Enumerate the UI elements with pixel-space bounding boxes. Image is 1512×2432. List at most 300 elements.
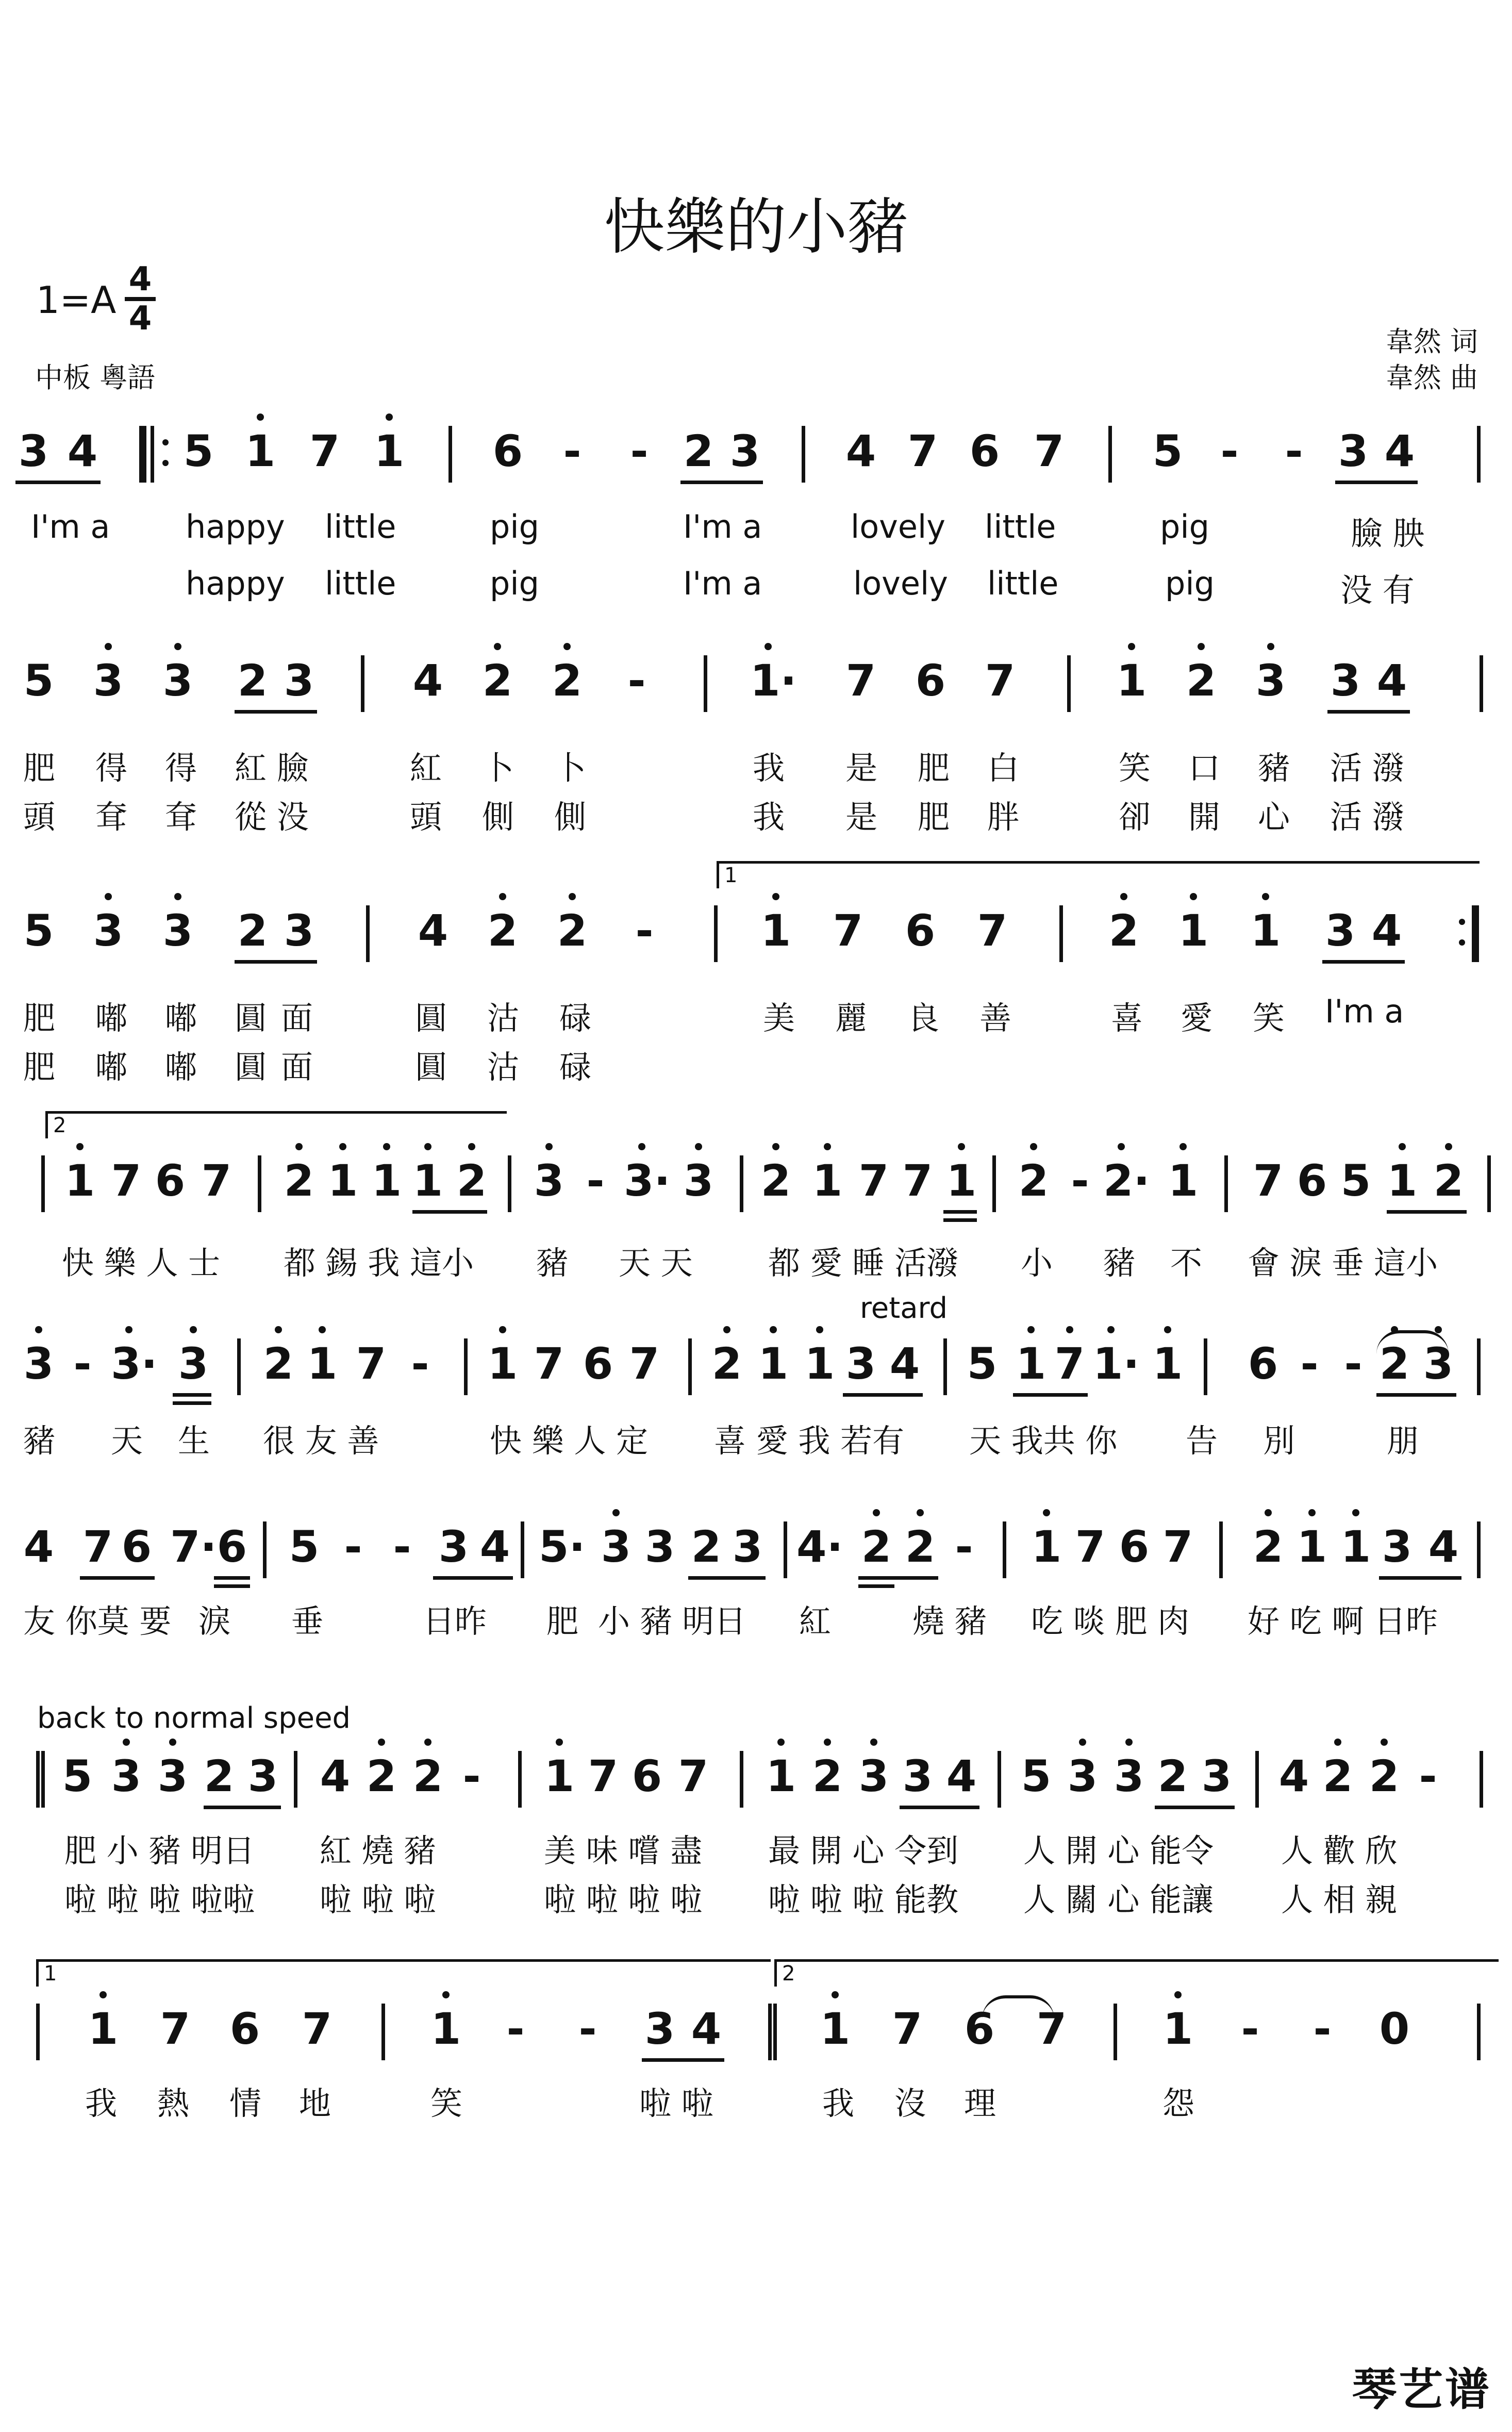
high-octave-dot: [1265, 1509, 1272, 1516]
note: 4: [889, 1338, 920, 1389]
high-octave-dot: [378, 1739, 385, 1746]
lyric-verse-1: 肥: [23, 999, 56, 1037]
lyric-verse-1: 小: [1021, 1244, 1053, 1282]
high-octave-dot: [695, 1143, 702, 1150]
note: 1: [410, 1152, 446, 1209]
beam-underline: [843, 1393, 923, 1397]
bar-line: [802, 426, 805, 483]
high-octave-dot: [772, 1143, 779, 1150]
lyric-verse-2: 嘟: [95, 1048, 128, 1086]
note: 3·: [624, 1152, 660, 1209]
bar-line: [1255, 1751, 1259, 1808]
note: 3: [1065, 1748, 1101, 1805]
high-octave-dot: [99, 1991, 107, 1998]
lyric-verse-1: 日昨: [423, 1602, 487, 1640]
note: 3: [438, 1521, 469, 1572]
score-title: 快樂的小豬: [604, 191, 908, 262]
lyric-verse-1: 熱: [157, 2084, 190, 2122]
high-octave-dot: [383, 1143, 390, 1150]
note: 4: [479, 1521, 510, 1572]
high-octave-dot: [257, 413, 264, 421]
note: 3: [644, 2004, 675, 2054]
note: 6: [1297, 1155, 1327, 1206]
bar-line: [1224, 1155, 1228, 1212]
lyric-verse-1: 情: [229, 2084, 262, 2122]
note: 7: [1052, 1335, 1088, 1392]
note: 6: [964, 2004, 995, 2054]
note: 7: [588, 1751, 619, 1801]
lyric-verse-2: 人 相 親: [1281, 1881, 1398, 1918]
note: 4: [23, 1521, 54, 1572]
note: -: [563, 426, 581, 476]
lyric-verse-1: 告: [1186, 1422, 1218, 1460]
lyric-verse-1: 啦 啦: [639, 2084, 713, 2122]
note: 7·: [170, 1521, 217, 1572]
note: 3: [1382, 1521, 1413, 1572]
high-octave-dot: [1066, 1326, 1073, 1333]
high-octave-dot: [1120, 893, 1127, 900]
note: 1: [1160, 2000, 1196, 2057]
bar-line: [366, 905, 370, 962]
note: 1: [758, 902, 794, 959]
high-octave-dot: [1435, 1326, 1442, 1333]
high-octave-dot: [35, 1326, 42, 1333]
note: 1: [304, 1335, 340, 1392]
note: 5: [23, 905, 54, 956]
note: -: [578, 2004, 597, 2054]
high-octave-dot: [494, 643, 501, 650]
note: 2: [237, 905, 268, 956]
note: 2: [549, 652, 585, 709]
beam-underline: [642, 2058, 724, 2062]
note: -: [344, 1521, 362, 1572]
lyric-verse-1: 天 天: [619, 1244, 693, 1282]
lyric-verse-1: 白: [987, 749, 1020, 787]
volta-bracket: [45, 1111, 507, 1138]
note: -: [1313, 2004, 1332, 2054]
lyric-verse-2: 啦 啦 啦 能教: [768, 1881, 959, 1918]
high-octave-dot: [1399, 1143, 1406, 1150]
lyric-verse-2: 頭: [23, 798, 56, 836]
high-octave-dot: [870, 1739, 877, 1746]
note: 7: [1162, 1521, 1193, 1572]
note: 5: [1340, 1155, 1371, 1206]
high-octave-dot: [123, 1739, 130, 1746]
lyric-verse-1: 肥: [23, 749, 56, 787]
note: 2: [858, 1518, 894, 1575]
bar-line: [1477, 426, 1481, 483]
lyric-verse-2: 肥: [23, 1048, 56, 1086]
high-octave-dot: [339, 1143, 346, 1150]
note: 3: [247, 1751, 278, 1801]
high-octave-dot: [832, 1991, 839, 1998]
note: 7: [356, 1338, 387, 1389]
lyric-verse-1: I'm a: [1325, 992, 1404, 1030]
note: -: [1300, 1338, 1319, 1389]
note: 3: [1253, 652, 1289, 709]
note: 1: [1294, 1518, 1330, 1575]
note: 7: [160, 2004, 191, 2054]
high-octave-dot: [612, 1509, 620, 1516]
note: 7: [1034, 426, 1065, 476]
lyric-verse-1: 美 味 嚐 盡: [544, 1832, 703, 1870]
lyric-verse-2: 啦 啦 啦 啦: [544, 1881, 703, 1918]
beam-underline: [1013, 1393, 1088, 1397]
bar-line: [518, 1751, 522, 1808]
note: -: [955, 1521, 973, 1572]
lyric-verse-1: 朋: [1387, 1422, 1419, 1460]
high-octave-dot: [105, 893, 112, 900]
beam-underline: [900, 1806, 979, 1809]
bar-line: [1003, 1521, 1006, 1578]
note: -: [630, 426, 649, 476]
lyricist-credit: 韋然 词: [1385, 325, 1478, 358]
lyric-verse-2: 沽: [487, 1048, 520, 1086]
note: 2: [809, 1748, 845, 1805]
lyric-verse-2: 啦 啦 啦 啦啦: [64, 1881, 255, 1918]
note: 5: [967, 1338, 998, 1389]
note: 7: [845, 655, 876, 706]
note: 7: [892, 2004, 923, 2054]
note: 4: [946, 1751, 977, 1801]
lyric-verse-1: 生: [178, 1422, 210, 1460]
double-beam-underline: [214, 1584, 250, 1588]
note: 6: [1119, 1521, 1150, 1572]
bar-line: [768, 2004, 772, 2060]
note: 0: [1379, 2004, 1410, 2054]
note: 2: [363, 1748, 400, 1805]
note: -: [635, 905, 654, 956]
note: 7: [907, 426, 938, 476]
high-octave-dot: [1079, 1739, 1086, 1746]
lyric-verse-1: 紅 臉: [235, 749, 309, 787]
bar-line: [237, 1338, 241, 1395]
note: 3: [531, 1152, 567, 1209]
lyric-verse-2: little: [987, 565, 1059, 602]
note: 4: [1278, 1751, 1309, 1801]
lyric-verse-1: 善: [979, 999, 1012, 1037]
lyric-verse-1: 得: [165, 749, 197, 787]
double-beam-underline: [858, 1584, 894, 1588]
note: 3: [1111, 1748, 1147, 1805]
bar-line: [1477, 1521, 1481, 1578]
lyric-verse-1: 淚: [198, 1602, 231, 1640]
high-octave-dot: [319, 1326, 326, 1333]
high-octave-dot: [556, 1739, 563, 1746]
volta-number: 1: [44, 1962, 57, 1986]
high-octave-dot: [917, 1509, 924, 1516]
lyric-verse-1: 麗: [835, 999, 868, 1037]
high-octave-dot: [174, 893, 181, 900]
lyric-verse-2: 没 有: [1340, 571, 1415, 609]
key-signature: 1=A: [36, 278, 117, 322]
note: 1: [371, 423, 407, 479]
lyric-verse-2: 側: [482, 798, 514, 836]
lyric-verse-1: 最 開 心 令到: [768, 1832, 959, 1870]
notes-row: [0, 642, 1512, 730]
note: 3: [90, 652, 126, 709]
note: 2: [691, 1521, 722, 1572]
beam-underline: [1155, 1806, 1235, 1809]
note: 5: [23, 655, 54, 706]
high-octave-dot: [873, 1509, 880, 1516]
lyric-verse-2: 人 關 心 能讓: [1023, 1881, 1214, 1918]
time-top: 4: [128, 260, 152, 299]
lyric-verse-1: 碌: [559, 999, 592, 1037]
lyric-verse-1: lovely: [851, 508, 945, 545]
high-octave-dot: [1198, 643, 1205, 650]
beam-underline: [80, 1576, 155, 1580]
note: 1: [817, 2000, 853, 2057]
beam-underline: [214, 1576, 250, 1580]
note: 1: [1338, 1518, 1374, 1575]
note: 1·: [1093, 1335, 1129, 1392]
composer-credit: 韋然 曲: [1385, 361, 1478, 394]
note: 2·: [1103, 1152, 1139, 1209]
bar-line: [258, 1155, 261, 1212]
lyric-verse-2: 面: [281, 1048, 313, 1086]
beam-underline: [15, 481, 101, 484]
high-octave-dot: [424, 1143, 431, 1150]
note: 2: [1320, 1748, 1356, 1805]
note: 3: [18, 426, 49, 476]
note: 6: [969, 426, 1000, 476]
lyric-verse-2: 圓: [415, 1048, 447, 1086]
lyric-verse-2: 開: [1188, 798, 1221, 836]
note: 7: [302, 2004, 333, 2054]
high-octave-dot: [569, 893, 576, 900]
note: -: [1241, 2004, 1259, 2054]
note: 1: [325, 1152, 361, 1209]
lyric-verse-1: pig: [490, 508, 539, 545]
note: 6: [492, 426, 523, 476]
lyric-verse-1: 喜: [1111, 999, 1143, 1037]
lyric-verse-1: 圓: [235, 999, 267, 1037]
note: 7: [1036, 2004, 1067, 2054]
high-octave-dot: [169, 1739, 176, 1746]
note: 3: [1330, 655, 1361, 706]
tempo-return-marking: back to normal speed: [37, 1701, 351, 1735]
note: 5: [62, 1751, 93, 1801]
note: 4: [691, 2004, 722, 2054]
high-octave-dot: [765, 643, 772, 650]
high-octave-dot: [105, 643, 112, 650]
high-octave-dot: [1174, 1991, 1182, 1998]
high-octave-dot: [76, 1143, 84, 1150]
time-signature: [125, 260, 156, 338]
volta-number: 1: [724, 864, 738, 887]
note: 7: [201, 1155, 232, 1206]
note: 1: [763, 1748, 799, 1805]
high-octave-dot: [1118, 1143, 1125, 1150]
lyric-verse-1: 好 吃 啊 日昨: [1248, 1602, 1438, 1640]
lyric-verse-1: 別: [1263, 1422, 1295, 1460]
lyric-verse-1: 嘟: [95, 999, 128, 1037]
note: -: [586, 1155, 605, 1206]
note: 2: [1431, 1152, 1467, 1209]
bar-line: [1114, 2004, 1117, 2060]
note: -: [462, 1751, 481, 1801]
note: 1: [485, 1335, 521, 1392]
lyric-verse-1: 我: [753, 749, 785, 787]
bar-line: [943, 1338, 947, 1395]
lyric-verse-1: 美: [763, 999, 795, 1037]
note: 2: [554, 902, 590, 959]
note: 7: [534, 1338, 564, 1389]
lyric-verse-1: 肥 小 豬 明日: [64, 1832, 255, 1870]
notes-row: [0, 1990, 1512, 2078]
tie-slur: [1376, 1330, 1449, 1354]
bar-line: [1059, 905, 1063, 962]
tempo-language: 中板 粵語: [35, 361, 156, 394]
beam-underline: [1376, 1393, 1456, 1397]
note: 4: [67, 426, 98, 476]
high-octave-dot: [958, 1143, 965, 1150]
lyric-verse-1: 吃 啖 肥 肉: [1031, 1602, 1190, 1640]
note: 5: [1021, 1751, 1052, 1801]
notes-row: [0, 1142, 1512, 1230]
lyric-verse-1: 理: [964, 2084, 996, 2122]
note: 2: [1016, 1152, 1052, 1209]
lyric-verse-1: 笑: [1253, 999, 1285, 1037]
lyric-verse-1: 會 淚 垂 這小: [1248, 1244, 1438, 1282]
volta-bracket: [717, 861, 1480, 888]
notes-row: [0, 892, 1512, 980]
note: 4: [1428, 1521, 1459, 1572]
time-bottom: 4: [128, 300, 152, 338]
note: 3: [1420, 1335, 1456, 1392]
notes-row: [0, 412, 1512, 500]
lyric-verse-1: 人 歡 欣: [1281, 1832, 1398, 1870]
repeat-sign: [1459, 915, 1466, 951]
note: -: [506, 2004, 525, 2054]
high-octave-dot: [545, 1143, 553, 1150]
note: 3: [21, 1335, 57, 1392]
lyric-verse-1: 天 我共 你: [969, 1422, 1118, 1460]
beam-underline: [688, 1576, 766, 1580]
lyric-verse-2: 活 潑: [1330, 798, 1404, 836]
notes-row: [0, 1738, 1512, 1825]
note: 5·: [539, 1521, 586, 1572]
lyric-verse-2: 是: [845, 798, 878, 836]
beam-underline: [1387, 1210, 1467, 1214]
lyric-verse-1: 笑: [430, 2084, 463, 2122]
lyric-verse-1: 都 錫 我 這小: [284, 1244, 474, 1282]
note: 3: [284, 905, 314, 956]
note: 2: [485, 902, 521, 959]
high-octave-dot: [1308, 1509, 1316, 1516]
bar-line: [1487, 1155, 1491, 1212]
lyric-verse-1: 是: [845, 749, 878, 787]
lyric-verse-2: happy: [186, 565, 285, 602]
high-octave-dot: [1125, 1739, 1133, 1746]
lyric-verse-1: 友 你莫 要: [23, 1602, 172, 1640]
beam-underline: [235, 960, 317, 964]
note: 1: [1384, 1152, 1420, 1209]
high-octave-dot: [468, 1143, 475, 1150]
note: 3: [108, 1748, 144, 1805]
lyric-verse-1: 面: [281, 999, 313, 1037]
beam-underline: [173, 1393, 211, 1397]
bar-line: [704, 655, 707, 712]
note: 2: [237, 655, 268, 706]
volta-bracket: [774, 1959, 1499, 1987]
high-octave-dot: [442, 1991, 450, 1998]
bar-line: [36, 2004, 40, 2060]
note: 3: [284, 655, 314, 706]
high-octave-dot: [563, 643, 571, 650]
high-octave-dot: [1262, 893, 1269, 900]
bar-line: [773, 2004, 777, 2060]
note: 2: [1106, 902, 1142, 959]
note: 2: [281, 1152, 317, 1209]
note: 3: [1325, 905, 1356, 956]
bar-line: [1480, 1751, 1483, 1808]
lyric-verse-2: 心: [1258, 798, 1290, 836]
lyric-verse-1: little: [325, 508, 396, 545]
bar-line: [41, 1155, 45, 1212]
high-octave-dot: [638, 1143, 645, 1150]
bar-line: [464, 1338, 468, 1395]
bar-line: [381, 2004, 385, 2060]
note: 1: [85, 2000, 121, 2057]
note: -: [1344, 1338, 1363, 1389]
high-octave-dot: [295, 1143, 303, 1150]
note: 1: [809, 1152, 845, 1209]
lyric-verse-1: 豬: [536, 1244, 569, 1282]
bar-line: [992, 1155, 996, 1212]
bar-line: [448, 426, 452, 483]
high-octave-dot: [1030, 1143, 1037, 1150]
note: 1: [62, 1152, 98, 1209]
note: 2: [709, 1335, 745, 1392]
high-octave-dot: [1128, 643, 1135, 650]
note: 7: [309, 426, 340, 476]
retard-marking: retard: [860, 1292, 948, 1325]
note: 3: [160, 652, 196, 709]
lyric-verse-1: 口: [1188, 749, 1221, 787]
note: 1: [1150, 1335, 1186, 1392]
lyric-verse-1: 豬: [1258, 749, 1290, 787]
lyric-verse-1: 卜: [482, 749, 514, 787]
lyric-verse-1: 紅 燒 豬: [320, 1832, 436, 1870]
note: 3: [90, 902, 126, 959]
double-beam-underline: [943, 1218, 977, 1222]
lyric-verse-1: 人 開 心 能令: [1023, 1832, 1214, 1870]
high-octave-dot: [1334, 1739, 1341, 1746]
note: 2: [479, 652, 516, 709]
note: 7: [858, 1155, 889, 1206]
lyric-verse-1: 沒: [894, 2084, 927, 2122]
note: 1: [802, 1335, 838, 1392]
lyric-verse-2: 耷: [95, 798, 128, 836]
lyric-verse-2: 我: [753, 798, 785, 836]
bar-line: [1204, 1338, 1207, 1395]
lyric-verse-1: pig: [1160, 508, 1209, 545]
bar-line: [36, 1751, 40, 1808]
lyric-verse-1: 地: [299, 2084, 331, 2122]
note: 2: [454, 1152, 490, 1209]
lyric-verse-1: 活 潑: [1330, 749, 1404, 787]
note: -: [1419, 1751, 1437, 1801]
lyric-verse-1: 快 樂 人 士: [62, 1244, 221, 1282]
high-octave-dot: [125, 1326, 132, 1333]
note: 2: [758, 1152, 794, 1209]
notes-row: [0, 1508, 1512, 1596]
beam-underline: [235, 710, 317, 714]
note: 7: [985, 655, 1016, 706]
note: 3: [598, 1518, 634, 1575]
